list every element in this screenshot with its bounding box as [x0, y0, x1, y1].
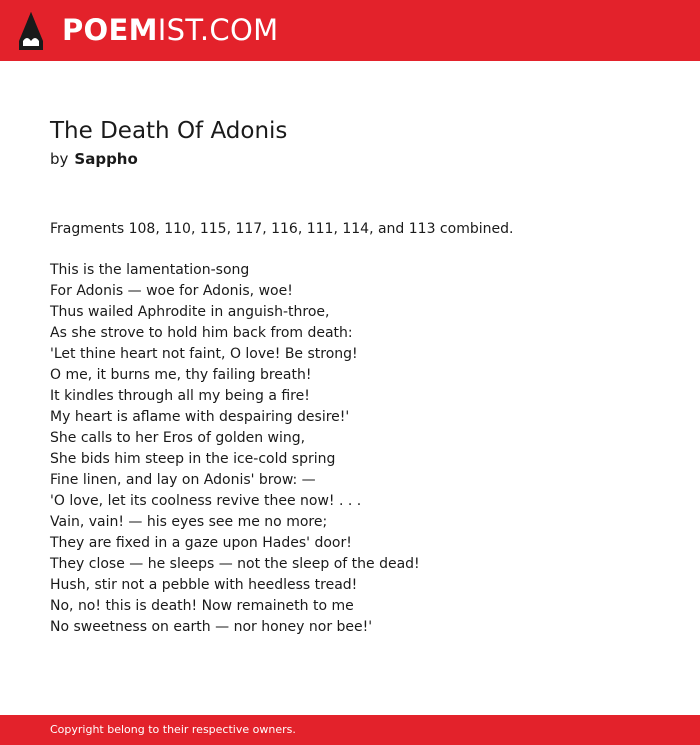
logo-text-light: IST.COM	[157, 13, 279, 47]
poem-line: Thus wailed Aphrodite in anguish-throe,	[50, 304, 330, 320]
poem-line: O me, it burns me, thy failing breath!	[50, 367, 312, 383]
poem-intro: Fragments 108, 110, 115, 117, 116, 111, 114, and 113 combined.	[50, 221, 514, 237]
poem-line: My heart is aflame with despairing desire!'	[50, 409, 350, 425]
logo-text-bold: POEM	[62, 13, 158, 47]
poem-line: For Adonis — woe for Adonis, woe!	[50, 283, 293, 299]
poem-title: The Death Of Adonis	[50, 118, 288, 144]
poem-line: They close — he sleeps — not the sleep of the dead!	[50, 556, 420, 572]
poem-line: Fine linen, and lay on Adonis' brow: —	[50, 472, 316, 488]
poem-line: This is the lamentation-song	[50, 262, 250, 278]
site-logo[interactable]	[62, 12, 278, 48]
poem-body	[50, 260, 420, 638]
poem-line: 'Let thine heart not faint, O love! Be strong!	[50, 346, 358, 362]
poem-line: Vain, vain! — his eyes see me no more;	[50, 514, 328, 530]
poem-line: They are fixed in a gaze upon Hades' door!	[50, 535, 352, 551]
by-label: by	[50, 150, 69, 168]
copyright-text: Copyright belong to their respective owners.	[50, 723, 296, 736]
site-footer	[0, 715, 700, 745]
author-link[interactable]: Sappho	[74, 150, 138, 168]
poem-line: No, no! this is death! Now remaineth to me	[50, 598, 354, 614]
poem-line: No sweetness on earth — nor honey nor bee!'	[50, 619, 373, 635]
poem-line: It kindles through all my being a fire!	[50, 388, 310, 404]
poem-line: Hush, stir not a pebble with heedless tread!	[50, 577, 358, 593]
poem-line: As she strove to hold him back from death:	[50, 325, 353, 341]
byline	[50, 148, 138, 170]
site-header	[0, 0, 700, 61]
pencil-tip-icon[interactable]	[18, 11, 44, 51]
poem-line: 'O love, let its coolness revive thee now! . . .	[50, 493, 362, 509]
poem-line: She calls to her Eros of golden wing,	[50, 430, 306, 446]
poem-line: She bids him steep in the ice-cold spring	[50, 451, 336, 467]
